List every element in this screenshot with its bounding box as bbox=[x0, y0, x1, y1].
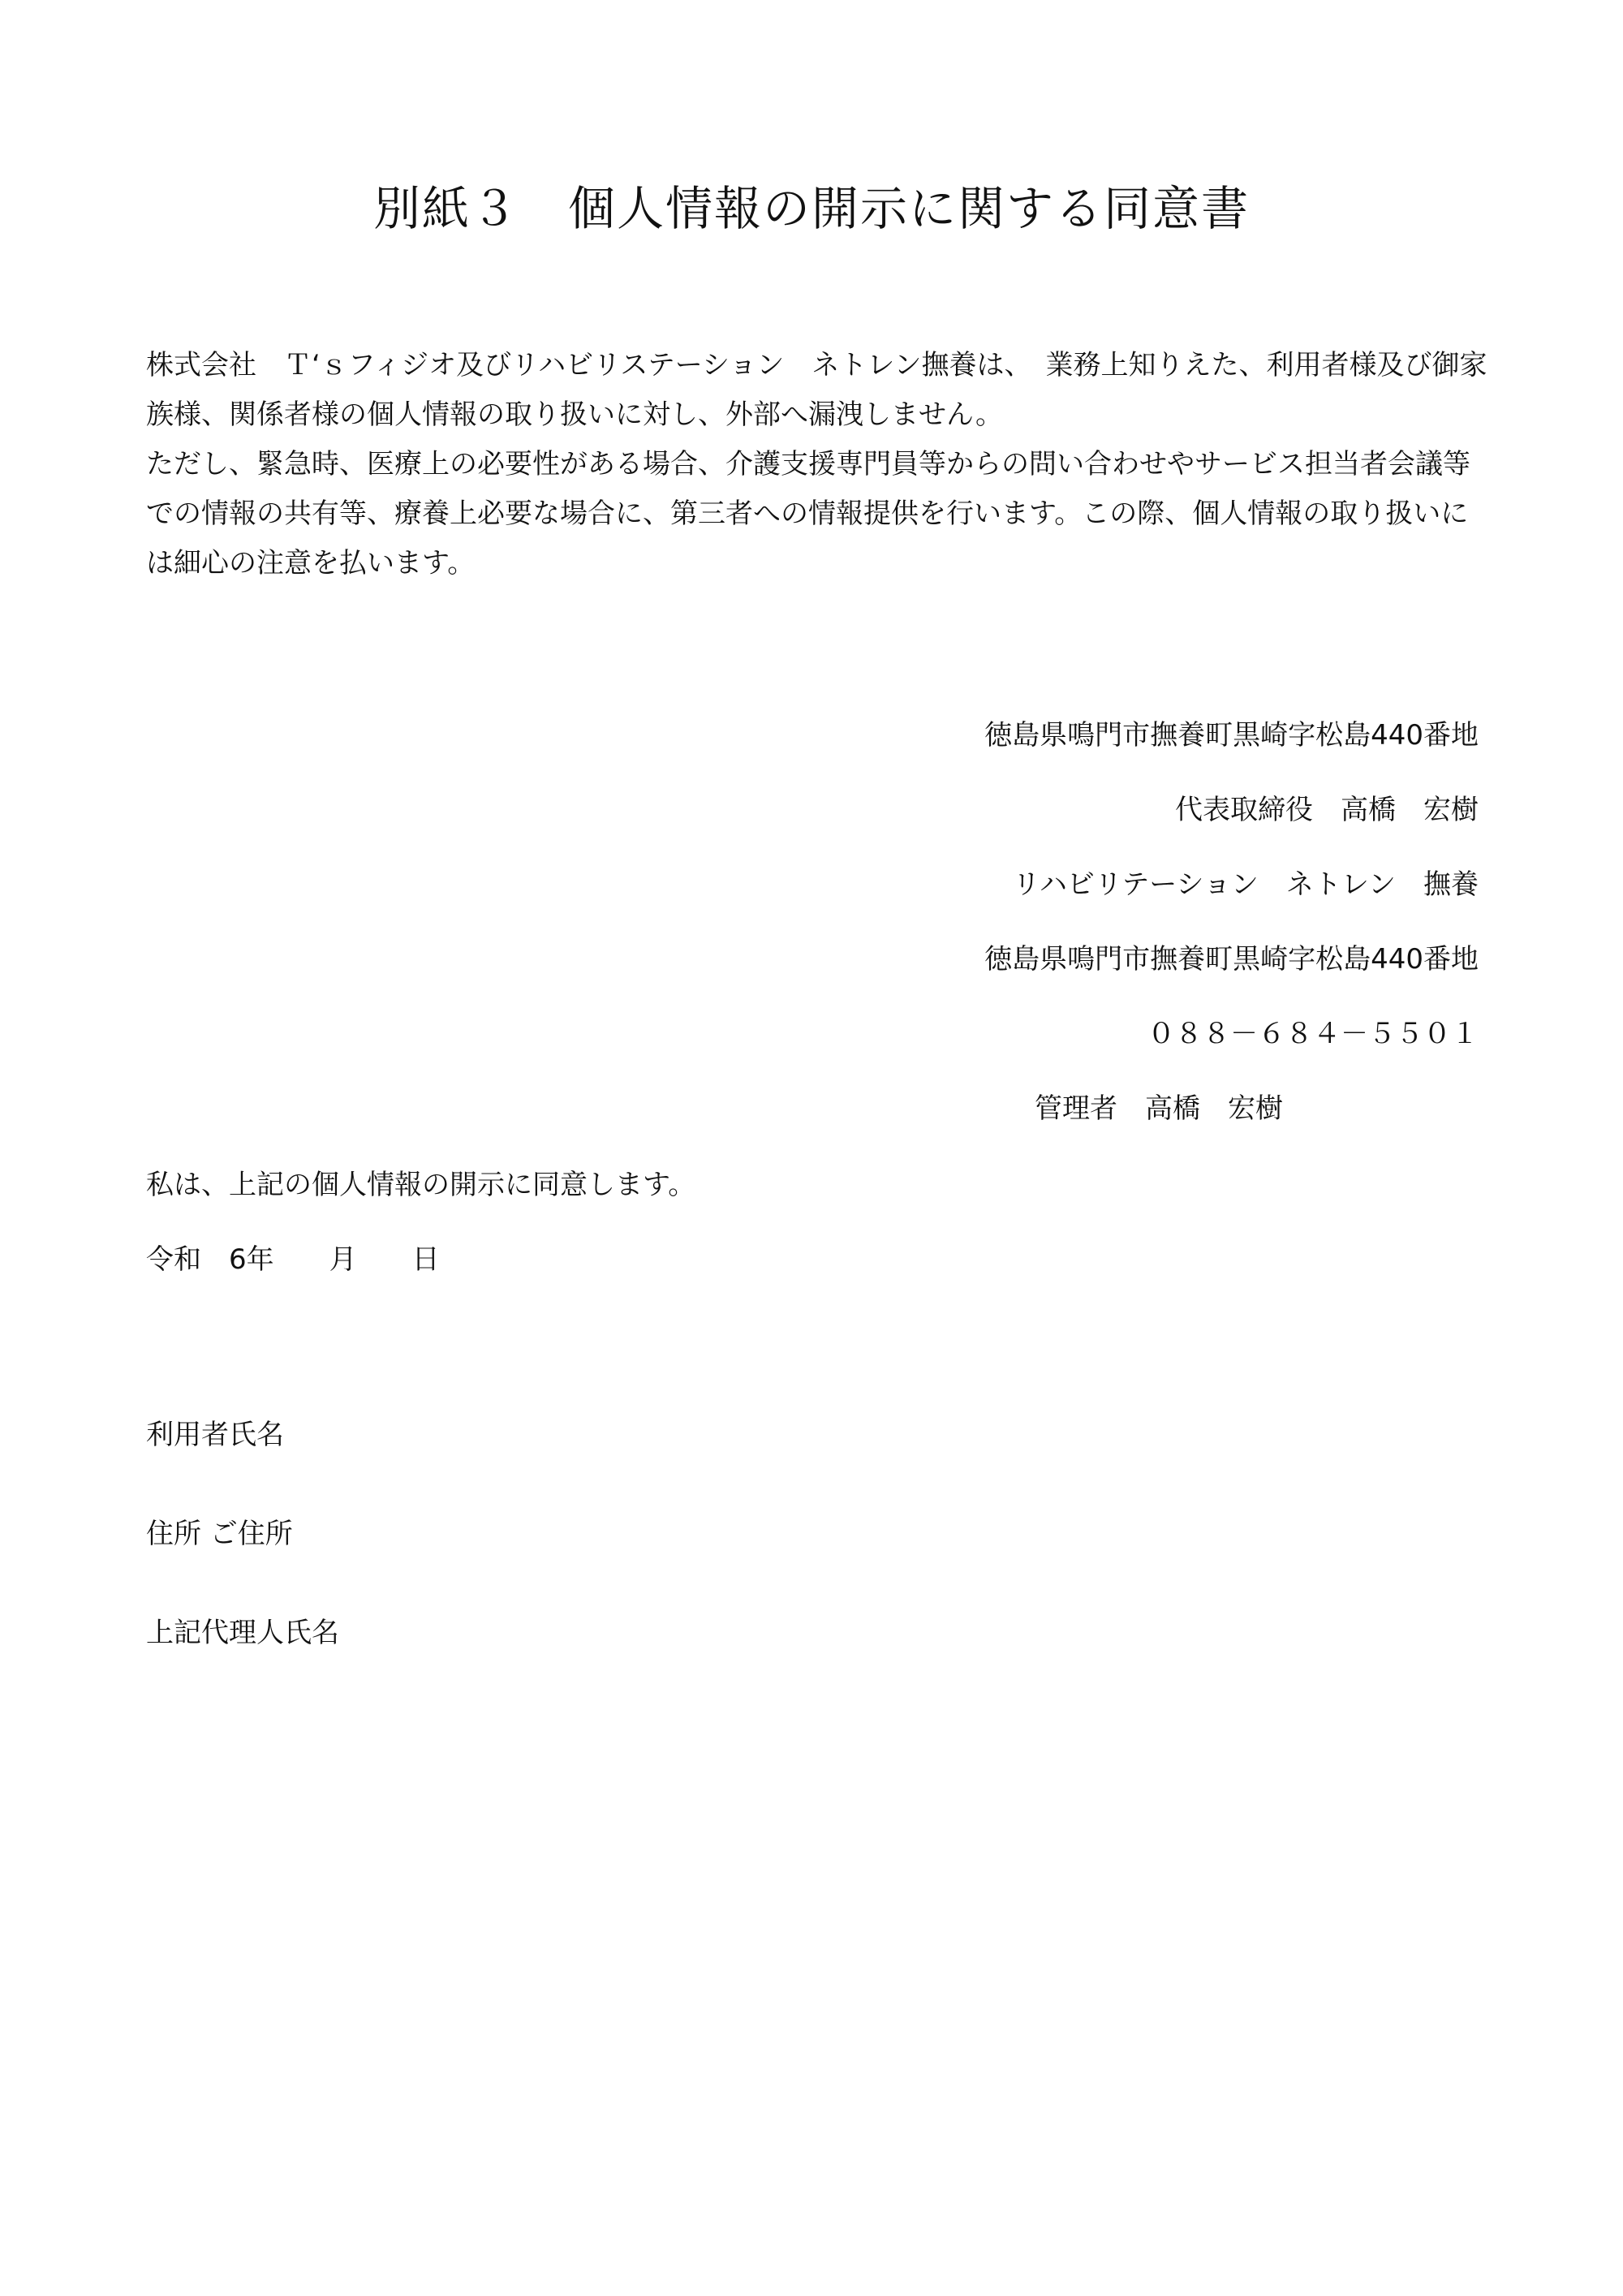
facility-phone: ０８８－６８４－５５０１ bbox=[1147, 1018, 1479, 1050]
company-representative: 代表取締役 高橋 宏樹 bbox=[1175, 794, 1479, 826]
body-paragraph-1: 株式会社 Ｔ‘ｓフィジオ及びリハビリステーション ネトレン撫養は、 業務上知りえた、利用者様及び御家族様、関係者様の個人情報の取り扱いに対し、外部へ漏洩しません。 bbox=[146, 349, 1487, 431]
date-line: 令和 6年 月 日 bbox=[146, 1243, 440, 1276]
company-address: 徳島県鳴門市撫養町黒崎字松島440番地 bbox=[984, 719, 1479, 752]
facility-address: 徳島県鳴門市撫養町黒崎字松島440番地 bbox=[984, 943, 1479, 976]
agent-name-label: 上記代理人氏名 bbox=[146, 1617, 339, 1649]
address-label: 住所 ご住所 bbox=[146, 1518, 293, 1550]
user-name-label: 利用者氏名 bbox=[146, 1419, 284, 1451]
facility-manager: 管理者 高橋 宏樹 bbox=[1035, 1092, 1283, 1125]
document-title: 別紙３ 個人情報の開示に関する同意書 bbox=[372, 181, 1250, 236]
facility-name: リハビリテーション ネトレン 撫養 bbox=[1012, 868, 1479, 901]
document-body bbox=[146, 341, 1493, 588]
issuer-block bbox=[984, 710, 1479, 1083]
body-paragraph-2: ただし、緊急時、医療上の必要性がある場合、介護支援専門員等からの問い合わせやサービス担当者会議等での情報の共有等、療養上必要な場合に、第三者への情報提供を行います。この際、個人情報の取り扱いには細心の注意を払います。 bbox=[146, 448, 1470, 579]
consent-statement: 私は、上記の個人情報の開示に同意します。 bbox=[146, 1169, 696, 1201]
